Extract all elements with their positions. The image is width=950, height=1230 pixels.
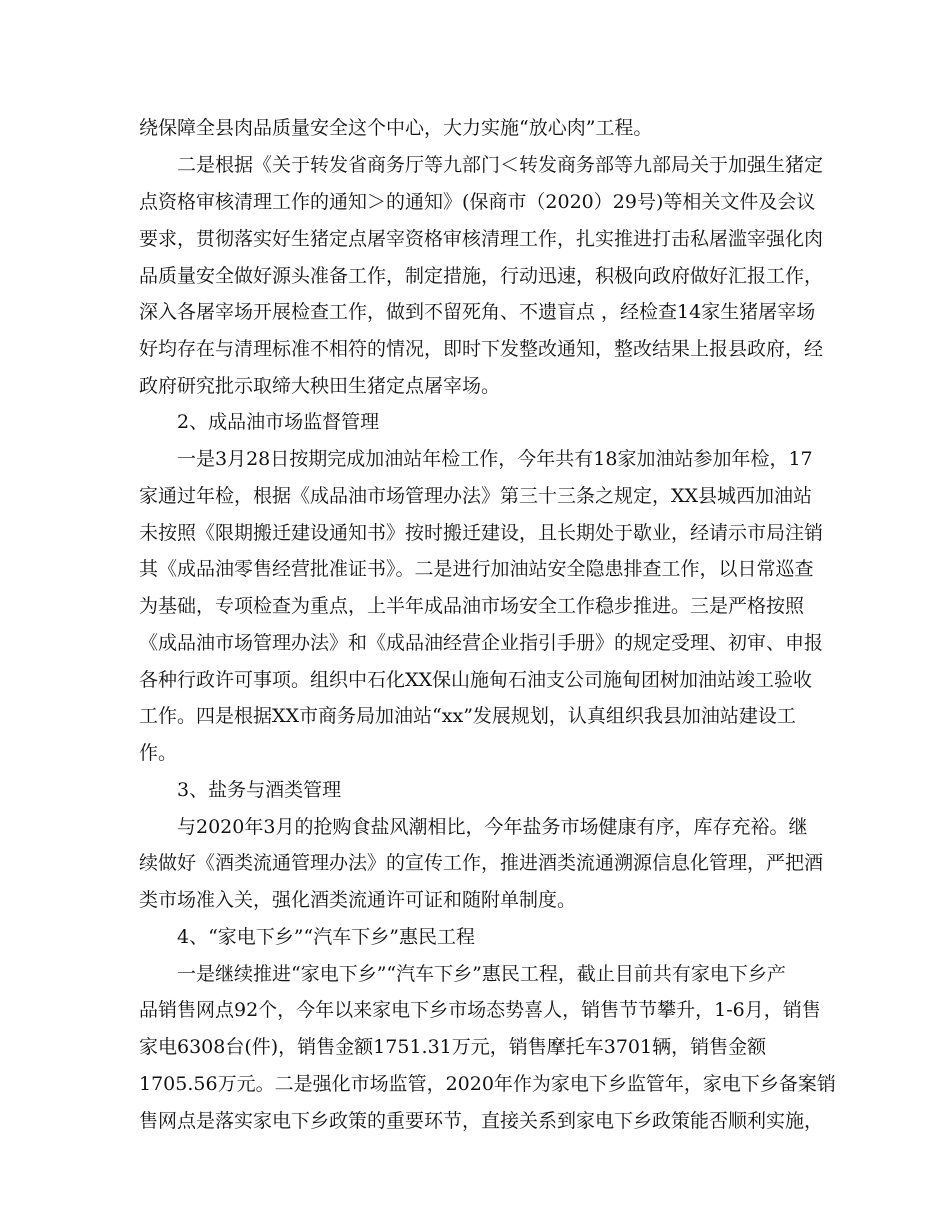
section-heading: 2、成品油市场监督管理 [177, 411, 380, 433]
text-line: 点资格审核清理工作的通知＞的通知》(保商市（2020）29号)等相关文件及会议 [139, 191, 816, 213]
text-line: 与2020年3月的抢购食盐风潮相比，今年盐务市场健康有序，库存充裕。继 [177, 816, 808, 838]
text-line: 品质量安全做好源头准备工作，制定措施，行动迅速，积极向政府做好汇报工作， [139, 265, 824, 287]
text-line: 绕保障全县肉品质量安全这个中心，大力实施“放心肉”工程。 [139, 117, 653, 139]
text-line: 作。 [139, 742, 178, 764]
text-line: 要求，贯彻落实好生猪定点屠宰资格审核清理工作，扎实推进打击私屠滥宰强化肉 [139, 228, 824, 250]
text-line: 家通过年检，根据《成品油市场管理办法》第三十三条之规定，XX县城西加油站 [139, 485, 813, 507]
text-line: 一是继续推进“家电下乡”“汽车下乡”惠民工程，截止目前共有家电下乡产 [177, 963, 786, 985]
text-line: 其《成品油零售经营批准证书》。二是进行加油站安全隐患排查工作，以日常巡查 [139, 558, 814, 580]
text-line: 家电6308台(件)，销售金额1751.31万元，销售摩托车3701辆，销售金额 [139, 1036, 767, 1058]
text-line: 工作。四是根据XX市商务局加油站“xx”发展规划，认真组织我县加油站建设工 [139, 705, 796, 727]
text-line: 一是3月28日按期完成加油站年检工作，今年共有18家加油站参加年检，17 [177, 448, 813, 470]
section-heading: 4、“家电下乡”“汽车下乡”惠民工程 [177, 926, 475, 948]
section-heading: 3、盐务与酒类管理 [177, 779, 342, 801]
text-line: 各种行政许可事项。组织中石化XX保山施甸石油支公司施甸团树加油站竣工验收 [139, 669, 813, 691]
text-line: 未按照《限期搬迁建设通知书》按时搬迁建设，且长期处于歇业，经请示市局注销 [139, 522, 824, 544]
text-line: 二是根据《关于转发省商务厅等九部门＜转发商务部等九部局关于加强生猪定 [177, 154, 824, 176]
text-line: 好均存在与清理标准不相符的情况，即时下发整改通知，整改结果上报县政府，经 [139, 338, 824, 360]
text-line: 1705.56万元。二是强化市场监管，2020年作为家电下乡监管年，家电下乡备案销 [139, 1073, 836, 1095]
text-line: 《成品油市场管理办法》和《成品油经营企业指引手册》的规定受理、初审、申报 [139, 632, 824, 654]
text-line: 类市场准入关，强化酒类流通许可证和随附单制度。 [139, 889, 577, 911]
text-line: 为基础，专项检查为重点，上半年成品油市场安全工作稳步推进。三是严格按照 [139, 595, 805, 617]
text-line: 深入各屠宰场开展检查工作，做到不留死角、不遗盲点 ，经检查14家生猪屠宰场 [139, 301, 816, 323]
text-line: 政府研究批示取缔大秧田生猪定点屠宰场。 [139, 375, 501, 397]
text-line: 品销售网点92个，今年以来家电下乡市场态势喜人，销售节节攀升，1-6月，销售 [139, 999, 821, 1021]
text-line: 续做好《酒类流通管理办法》的宣传工作，推进酒类流通溯源信息化管理，严把酒 [139, 852, 824, 874]
text-line: 售网点是落实家电下乡政策的重要环节，直接关系到家电下乡政策能否顺利实施， [139, 1110, 824, 1132]
